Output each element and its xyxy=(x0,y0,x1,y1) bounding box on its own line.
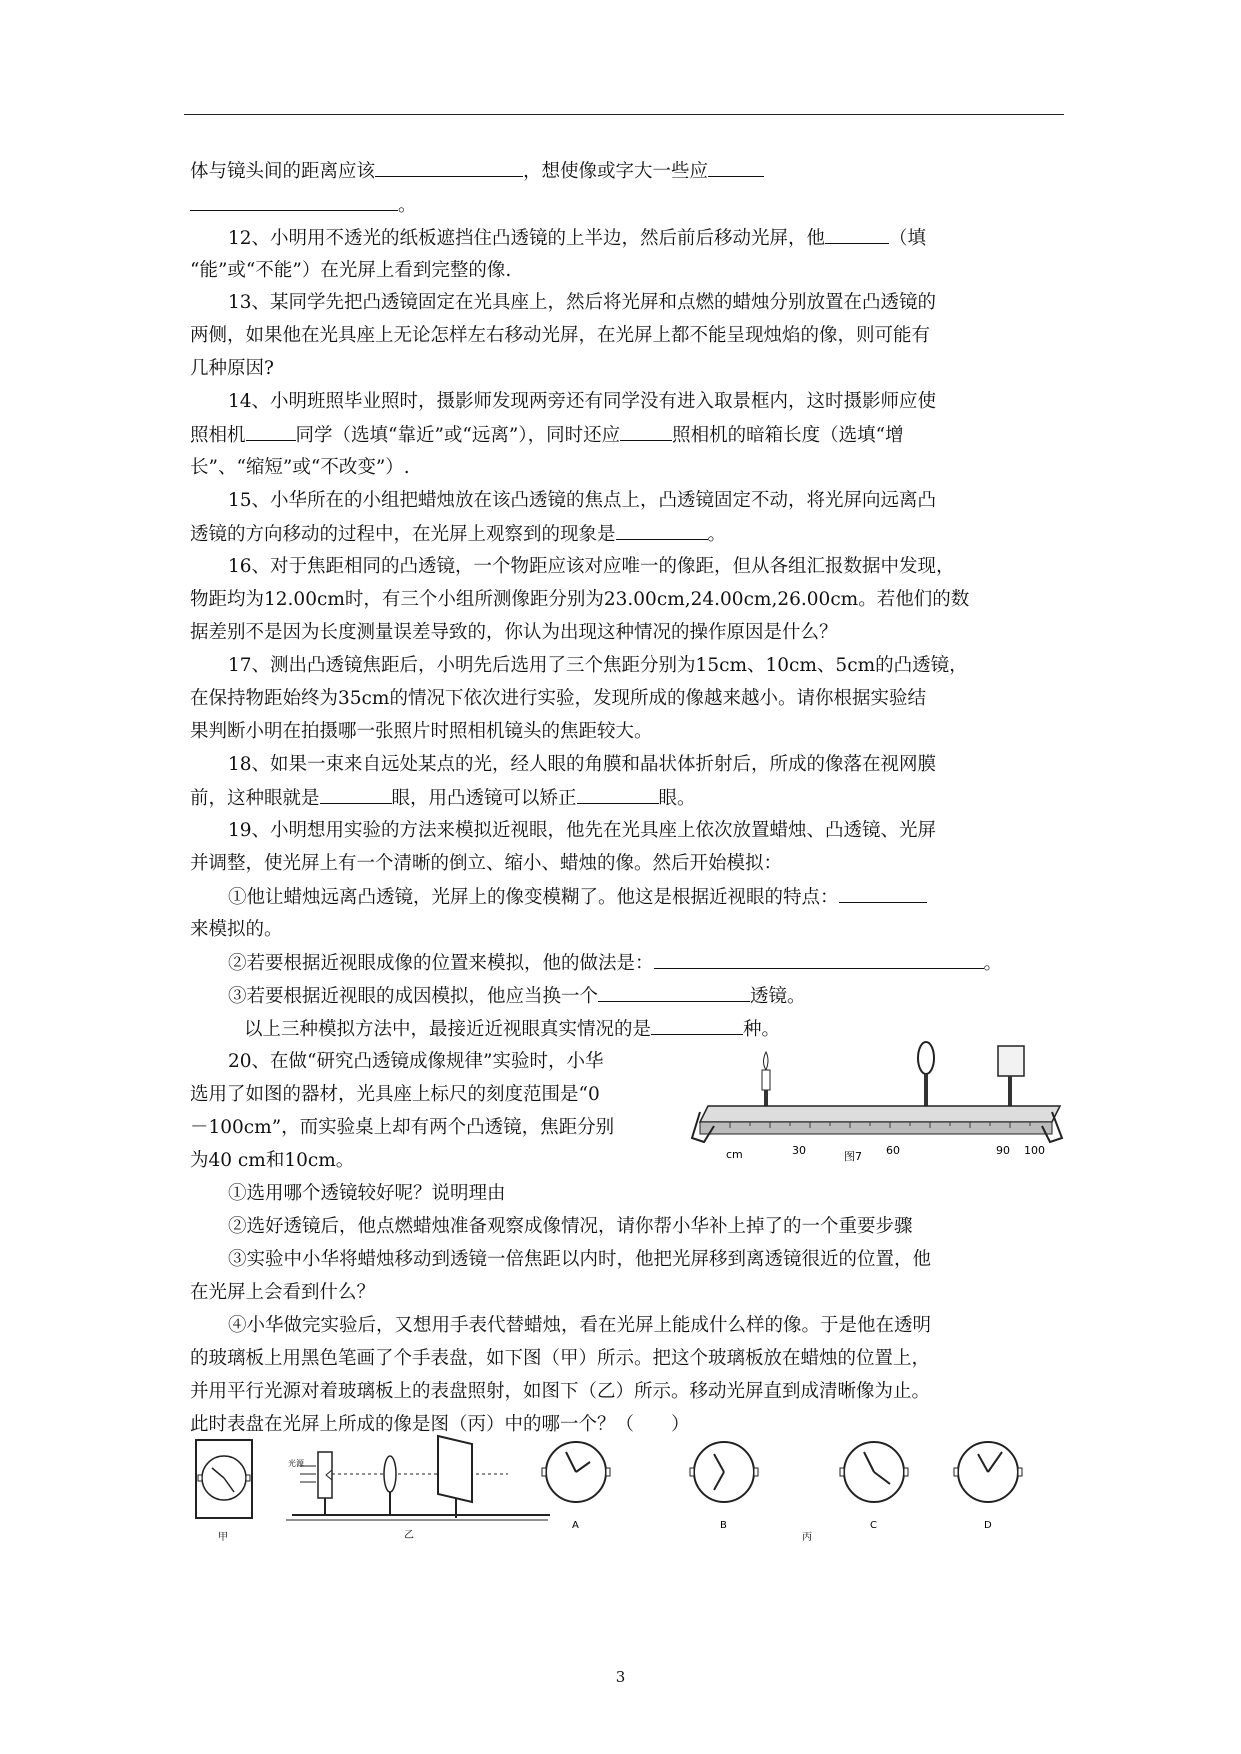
light-source-label: 光源 xyxy=(288,1459,304,1468)
question-16-line-1: 16、对于焦距相同的凸透镜，一个物距应该对应唯一的像距，但从各组汇报数据中发现， xyxy=(228,556,955,577)
answer-blank xyxy=(598,983,750,1002)
question-16-line-3: 据差别不是因为长度测量误差导致的，你认为出现这种情况的操作原因是什么？ xyxy=(190,622,838,643)
question-17-line-3: 果判断小明在拍摄哪一张照片时照相机镜头的焦距较大。 xyxy=(190,721,653,742)
label-bing: 丙 xyxy=(802,1532,812,1543)
question-16-line-2: 物距均为12.00cm时，有三个小组所测像距分别为23.00cm,24.00cm,26.00cm。若他们的数 xyxy=(190,589,970,610)
answer-blank xyxy=(839,884,927,903)
question-13-line-1: 13、某同学先把凸透镜固定在光具座上，然后将光屏和点燃的蜡烛分别放置在凸透镜的 xyxy=(228,292,937,313)
question-19-part-3: ③若要根据近视眼的成因模拟，他应当换一个 透镜。 xyxy=(228,983,806,1010)
bench-label-90: 90 xyxy=(996,1144,1010,1157)
question-20-line-3: －100cm”，而实验桌上却有两个凸透镜，焦距分别 xyxy=(190,1117,615,1138)
optical-bench-figure xyxy=(690,1040,1070,1190)
question-20-part-4-line-3: 并用平行光源对着玻璃板上的表盘照射，如图下（乙）所示。移动光屏直到成清晰像为止。 xyxy=(190,1381,931,1402)
bench-label-30: 30 xyxy=(792,1144,806,1157)
answer-blank xyxy=(246,422,296,441)
answer-blank xyxy=(577,785,659,804)
figure-7-caption: 图7 xyxy=(844,1150,862,1163)
question-14-line-3: 长”、“缩短”或“不改变”）. xyxy=(190,457,410,478)
question-20-line-1: 20、在做“研究凸透镜成像规律”实验时，小华 xyxy=(228,1051,604,1072)
question-20-part-4-line-1: ④小华做完实验后，又想用手表代替蜡烛，看在光屏上能成什么样的像。于是他在透明 xyxy=(228,1315,932,1336)
clock-panel-jia xyxy=(196,1440,252,1518)
question-20-line-2: 选用了如图的器材，光具座上标尺的刻度范围是“0 xyxy=(190,1084,600,1105)
clock-option-c xyxy=(840,1442,908,1502)
answer-blank xyxy=(825,225,889,244)
line-continuation-2: 。 xyxy=(190,192,417,219)
label-yi: 乙 xyxy=(404,1530,414,1541)
question-20-part-4-line-2: 的玻璃板上用黑色笔画了个手表盘，如下图（甲）所示。把这个玻璃板放在蜡烛的位置上， xyxy=(190,1348,931,1369)
option-label-c: C xyxy=(870,1520,877,1531)
question-20-part-3-line-2: 在光屏上会看到什么？ xyxy=(190,1282,376,1303)
question-14-line-2: 照相机 同学（选填“靠近”或“远离”），同时还应 照相机的暗箱长度（选填“增 xyxy=(190,422,904,449)
clock-option-a xyxy=(542,1442,610,1502)
question-20-part-3-line-1: ③实验中小华将蜡烛移动到透镜一倍焦距以内时，他把光屏移到离透镜很近的位置，他 xyxy=(228,1249,932,1270)
label-jia: 甲 xyxy=(218,1532,228,1543)
clock-figures xyxy=(190,1430,1040,1560)
question-20-line-4: 为40 cm和10cm。 xyxy=(190,1150,355,1171)
clock-option-b xyxy=(690,1442,758,1502)
clock-option-d xyxy=(954,1442,1022,1502)
question-19-line-1: 19、小明想用实验的方法来模拟近视眼，他先在光具座上依次放置蜡烛、凸透镜、光屏 xyxy=(228,820,937,841)
line-continuation: 体与镜头间的距离应该 ，想使像或字大一些应 xyxy=(190,158,764,185)
option-label-a: A xyxy=(572,1520,579,1531)
answer-blank xyxy=(616,521,708,540)
answer-blank xyxy=(651,1016,743,1035)
light-screen-icon xyxy=(998,1046,1024,1112)
question-19-part-1-end: 来模拟的。 xyxy=(190,919,283,940)
question-12-line-2: “能”或“不能”）在光屏上看到完整的像. xyxy=(190,260,512,281)
page-number: 3 xyxy=(615,1668,626,1686)
question-20-part-2: ②选好透镜后，他点燃蜡烛准备观察成像情况，请你帮小华补上掉了的一个重要步骤 xyxy=(228,1216,913,1237)
bench-label-60: 60 xyxy=(886,1144,900,1157)
question-20-part-1: ①选用哪个透镜较好呢？说明理由 xyxy=(228,1183,506,1204)
bench-label-cm: cm xyxy=(726,1148,743,1161)
bench-label-100: 100 xyxy=(1024,1144,1045,1157)
question-13-line-2: 两侧，如果他在光具座上无论怎样左右移动光屏，在光屏上都不能呈现烛焰的像，则可能有 xyxy=(190,325,931,346)
answer-blank xyxy=(320,785,392,804)
question-14-line-1: 14、小明班照毕业照时，摄影师发现两旁还有同学没有进入取景框内，这时摄影师应使 xyxy=(228,391,937,412)
convex-lens-icon xyxy=(918,1042,934,1112)
answer-blank xyxy=(190,192,398,211)
question-18-line-1: 18、如果一束来自远处某点的光，经人眼的角膜和晶状体折射后，所成的像落在视网膜 xyxy=(228,754,937,775)
answer-blank xyxy=(620,422,672,441)
header-rule xyxy=(184,114,1064,115)
question-19-part-2: ②若要根据近视眼成像的位置来模拟，他的做法是： 。 xyxy=(228,950,1002,977)
answer-blank xyxy=(708,158,764,177)
question-19-line-2: 并调整，使光屏上有一个清晰的倒立、缩小、蜡烛的像。然后开始模拟： xyxy=(190,853,783,874)
option-label-d: D xyxy=(984,1520,992,1531)
question-20-part-4-line-4: 此时表盘在光屏上所成的像是图（丙）中的哪一个？（ ） xyxy=(190,1414,690,1435)
answer-blank xyxy=(654,950,984,969)
answer-blank xyxy=(375,158,523,177)
question-18-line-2: 前，这种眼就是 眼，用凸透镜可以矫正 眼。 xyxy=(190,785,696,812)
question-13-line-3: 几种原因? xyxy=(190,358,274,379)
question-15-line-2: 透镜的方向移动的过程中，在光屏上观察到的现象是 。 xyxy=(190,521,726,548)
question-17-line-1: 17、测出凸透镜焦距后，小明先后选用了三个焦距分别为15cm、10cm、5cm的凸透镜， xyxy=(228,655,968,676)
question-15-line-1: 15、小华所在的小组把蜡烛放在该凸透镜的焦点上，凸透镜固定不动，将光屏向远离凸 xyxy=(228,490,937,511)
question-19-conclusion: 以上三种模拟方法中，最接近近视眼真实情况的是 种。 xyxy=(244,1016,780,1043)
option-label-b: B xyxy=(720,1520,727,1531)
question-19-part-1: ①他让蜡烛远离凸透镜，光屏上的像变模糊了。他这是根据近视眼的特点： xyxy=(228,884,927,911)
question-12-line-1: 12、小明用不透光的纸板遮挡住凸透镜的上半边，然后前后移动光屏，他 （填 xyxy=(228,225,926,252)
bench-rail xyxy=(692,1106,1062,1142)
question-17-line-2: 在保持物距始终为35cm的情况下依次进行实验，发现所成的像越来越小。请你根据实验结 xyxy=(190,688,926,709)
candle-icon xyxy=(762,1052,770,1112)
setup-panel-yi xyxy=(286,1436,550,1520)
